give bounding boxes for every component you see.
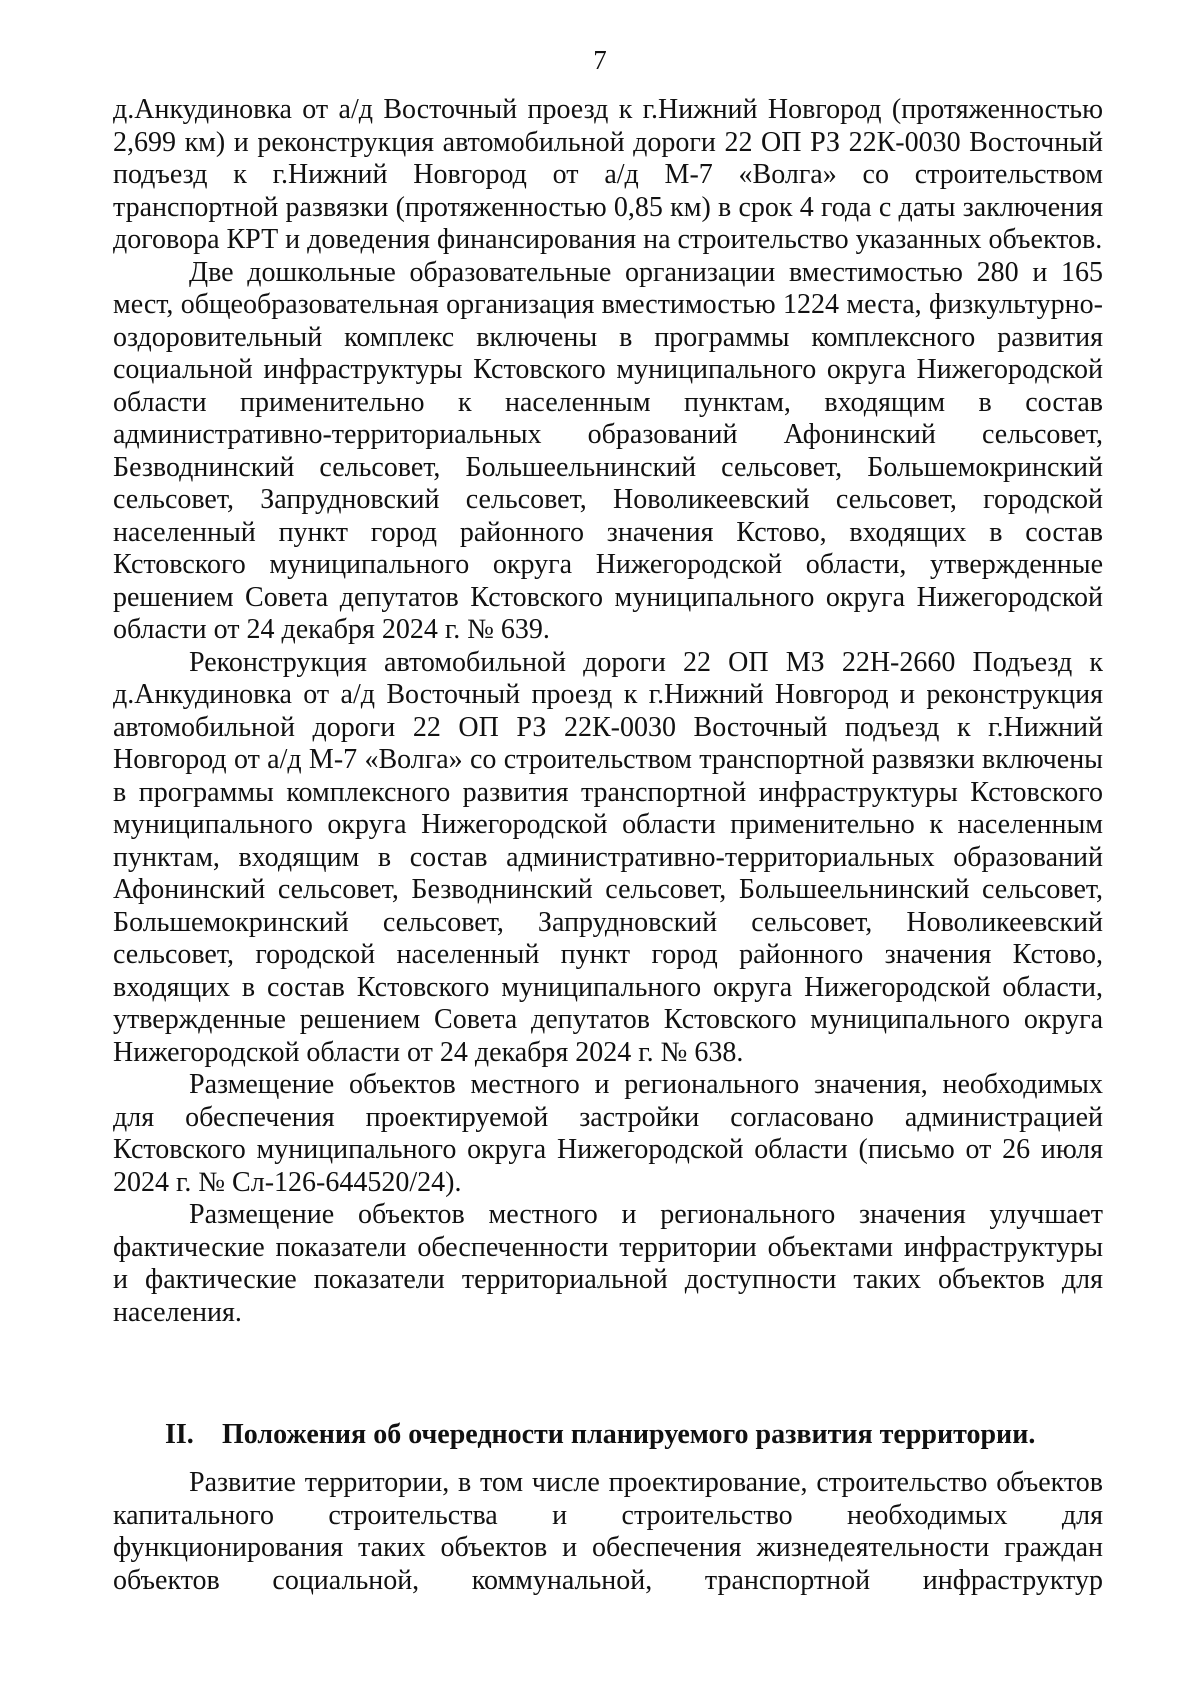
section-heading <box>113 1418 1103 1452</box>
section-body <box>113 1467 1103 1597</box>
section-number: II. <box>165 1419 194 1450</box>
paragraph-placement-improvement: Размещение объектов местного и регионального значения улучшает фактические показатели обеспеченности территории объектами инфраструктуры и фактические показатели территориальной доступности таких объектов для населения. <box>113 1199 1103 1328</box>
paragraph-placement-agreement: Размещение объектов местного и регионального значения, необходимых для обеспечения проектируемой застройки согласовано администрацией Кстовского муниципального округа Нижегородской области (письмо от 26 июля 2024 г. № Сл-126-644520/24). <box>113 1069 1103 1198</box>
paragraph-development-order: Развитие территории, в том числе проектирование, строительство объектов капитального строительства и строительство необходимых для функционирования таких объектов и обеспечения жизнедеятельности граждан объектов социальной, коммунальной, транспортной инфраструктур <box>113 1467 1103 1596</box>
section-title: Положения об очередности планируемого развития территории. <box>222 1419 1036 1450</box>
body-text <box>113 94 1103 1329</box>
paragraph-social-infrastructure: Две дошкольные образовательные организации вместимостью 280 и 165 мест, общеобразовательная организация вместимостью 1224 места, физкультурно-оздоровительный комплекс включены в программы комплексного развития социальной инфраструктуры Кстовского муниципального округа Нижегородской области применительно к населенным пунктам, входящим в состав административно-территориальных образований Афонинский сельсовет, Безводнинский сельсовет, Большеельнинский сельсовет, Большемокринский сельсовет, Запрудновский сельсовет, Новоликеевский сельсовет, городской населенный пункт город районного значения Кстово, входящих в состав Кстовского муниципального округа Нижегородской области, утвержденные решением Совета депутатов Кстовского муниципального округа Нижегородской области от 24 декабря 2024 г. № 639. <box>113 256 1103 645</box>
page-number: 7 <box>593 45 607 75</box>
paragraph-road-reconstruction: Реконструкция автомобильной дороги 22 ОП МЗ 22Н-2660 Подъезд к д.Анкудиновка от а/д Восточный проезд к г.Нижний Новгород и реконструкция автомобильной дороги 22 ОП РЗ 22К-0030 Восточный подъезд к г.Нижний Новгород от а/д М-7 «Волга» со строительством транспортной развязки включены в программы комплексного развития транспортной инфраструктуры Кстовского муниципального округа Нижегородской области применительно к населенным пунктам, входящим в состав административно-территориальных образований Афонинский сельсовет, Безводнинский сельсовет, Большеельнинский сельсовет, Большемокринский сельсовет, Запрудновский сельсовет, Новоликеевский сельсовет, городской населенный пункт город районного значения Кстово, входящих в состав Кстовского муниципального округа Нижегородской области, утвержденные решением Совета депутатов Кстовского муниципального округа Нижегородской области от 24 декабря 2024 г. № 638. <box>113 646 1103 1068</box>
paragraph-continuation: д.Анкудиновка от а/д Восточный проезд к г.Нижний Новгород (протяженностью 2,699 км) и реконструкция автомобильной дороги 22 ОП РЗ 22К-0030 Восточный подъезд к г.Нижний Новгород от а/д М-7 «Волга» со строительством транспортной развязки (протяженностью 0,85 км) в срок 4 года с даты заключения договора КРТ и доведения финансирования на строительство указанных объектов. <box>113 94 1103 255</box>
